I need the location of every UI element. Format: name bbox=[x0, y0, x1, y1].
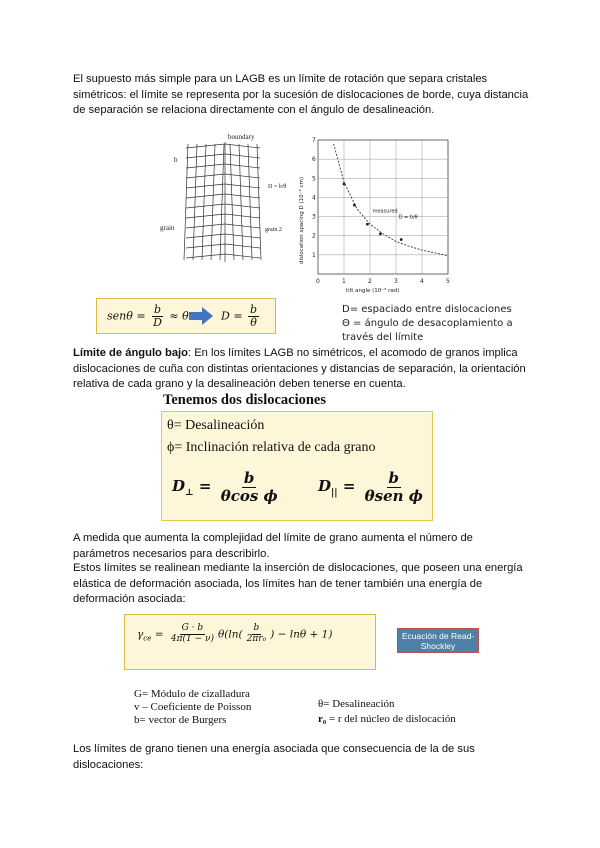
lattice-line bbox=[186, 174, 225, 178]
chart-frame bbox=[318, 140, 448, 274]
lattice-line bbox=[220, 144, 224, 260]
definitions-left bbox=[134, 688, 251, 727]
chart-y-tick: 4 bbox=[312, 194, 316, 202]
lattice-line bbox=[225, 184, 260, 188]
low-angle-paragraph bbox=[73, 346, 535, 393]
lattice-line bbox=[186, 184, 225, 188]
chart-y-tick: 1 bbox=[312, 251, 316, 259]
sin-formula-box bbox=[96, 298, 276, 334]
lattice-line bbox=[211, 144, 215, 260]
lattice-line bbox=[225, 174, 260, 178]
chart-point-measured bbox=[400, 238, 403, 241]
chart-x-tick: 4 bbox=[420, 278, 424, 285]
read-shockley-formula: $\gamma_{ce}$ = $\frac{G \cdot b}{4\pi(1 - \nu)}$ θ(ln( $\frac{b}{\text{2πr₀}}$ ) − lnθ + 1) bbox=[137, 623, 333, 644]
chart-point-measured bbox=[366, 223, 369, 226]
chart-point-measured bbox=[379, 232, 382, 235]
chart-point-measured bbox=[343, 183, 346, 186]
def-v: v – Coeficiente de Poisson bbox=[134, 701, 252, 713]
chart-legend-theory: D = b/θ bbox=[398, 214, 418, 221]
sin-formula-right: D = $\frac{b}{\theta}$ bbox=[221, 303, 258, 330]
def-theta-angle-cont: través del límite bbox=[342, 332, 424, 343]
read-shockley-button[interactable]: Ecuación de Read- Shockley bbox=[397, 628, 479, 653]
chart-legend-measured: measured bbox=[372, 208, 398, 215]
chart-svg bbox=[296, 134, 460, 300]
chart-y-tick: 5 bbox=[312, 175, 316, 183]
chart-y-tick: 3 bbox=[312, 213, 316, 221]
lattice-label-boundary: boundary bbox=[228, 133, 255, 141]
lattice-line bbox=[186, 254, 225, 258]
chart-x-tick: 5 bbox=[446, 278, 450, 285]
lattice-line bbox=[186, 244, 225, 248]
intro-paragraph: El supuesto más simple para un LAGB es un límite de rotación que separa cristales simétricos: el límite se representa por la sucesión de dislocaciones de borde, cuya distancia de separación se relaciona directamente con el ángulo de desalineación. bbox=[73, 73, 529, 116]
chart-x-tick: 1 bbox=[342, 278, 346, 285]
lattice-label-d: D = b/θ bbox=[268, 184, 287, 190]
lattice-line bbox=[257, 144, 261, 260]
lattice-line bbox=[225, 224, 260, 228]
chart-x-tick: 0 bbox=[316, 278, 320, 285]
phi-def: ϕ= Inclinación relativa de cada grano bbox=[167, 440, 376, 455]
lattice-line bbox=[225, 164, 260, 168]
lattice-line bbox=[225, 214, 260, 218]
low-angle-text: : En los límites LAGB no simétricos, el acomodo de granos implica dislocaciones de cuña con distintas orientaciones y distancias de separación, la orientación relativa de cada grano y la desalineación deben tenerse en cuenta. bbox=[73, 347, 526, 390]
lattice-line bbox=[225, 204, 260, 208]
d-perp-formula: $D_\perp$ = $\frac{b}{\text{θcos ϕ}}$ bbox=[172, 469, 278, 505]
lattice-line bbox=[193, 144, 197, 260]
chart-y-tick: 2 bbox=[312, 232, 316, 240]
two-dislocations-title: Tenemos dos dislocaciones bbox=[163, 392, 327, 408]
lattice-label-grain: grain bbox=[160, 224, 175, 232]
def-b: b= vector de Burgers bbox=[134, 714, 227, 726]
lattice-label-grain2: grain 2 bbox=[265, 227, 282, 233]
def-theta-angle: Θ = ángulo de desacoplamiento a bbox=[342, 318, 513, 329]
lattice-line bbox=[186, 224, 225, 228]
def-theta: θ= Desalineación bbox=[318, 698, 395, 710]
lattice-line bbox=[230, 144, 234, 260]
lattice-line bbox=[202, 144, 206, 260]
def-g: G= Módulo de cizalladura bbox=[134, 688, 250, 700]
sin-formula-left: senθ = $\frac{b}{D}$ ≈ θ bbox=[107, 303, 189, 330]
read-shockley-box bbox=[124, 614, 376, 670]
lattice-line bbox=[186, 144, 225, 148]
chart-point-measured bbox=[353, 204, 356, 207]
lattice-line bbox=[186, 194, 225, 198]
def-d-spacing: D= espaciado entre dislocaciones bbox=[342, 304, 512, 315]
lattice-label-b: b bbox=[174, 156, 178, 164]
chart-y-tick: 7 bbox=[312, 137, 316, 144]
chart-y-label: dislocation spacing D (10⁻⁴ cm) bbox=[299, 177, 305, 264]
low-angle-heading: Límite de ángulo bajo bbox=[73, 347, 188, 359]
lattice-line bbox=[239, 144, 243, 260]
chart-x-tick: 2 bbox=[368, 278, 372, 285]
lattice-grid bbox=[184, 142, 261, 262]
chart-x-tick: 3 bbox=[394, 278, 398, 285]
lattice-line bbox=[184, 144, 188, 260]
d-par-formula: $D_{||}$ = $\frac{b}{\text{θsen ϕ}}$ bbox=[318, 469, 423, 505]
chart-y-tick: 6 bbox=[312, 156, 316, 164]
complexity-paragraph: A medida que aumenta la complejidad del límite de grano aumenta el número de parámetros necesarios para describirlo. bbox=[73, 532, 473, 560]
lattice-line bbox=[225, 194, 260, 198]
theta-def: θ= Desalineación bbox=[167, 418, 265, 433]
chart-x-label: tilt angle (10⁻³ rad) bbox=[346, 288, 400, 294]
two-dislocations-box bbox=[161, 411, 433, 521]
lattice-diagram bbox=[160, 130, 290, 270]
lattice-line bbox=[248, 144, 252, 260]
chart-series-theory-line bbox=[334, 144, 448, 256]
arrow-right-icon bbox=[189, 307, 213, 325]
lattice-line bbox=[186, 204, 225, 208]
energy-paragraph: Estos límites se realinean mediante la inserción de dislocaciones, que poseen una energía elástica de deformación asociada, los límites han de tener también una energía de deformación asociada: bbox=[73, 562, 523, 605]
closing-paragraph: Los límites de grano tienen una energía asociada que consecuencia de la de sus dislocaciones: bbox=[73, 743, 475, 771]
lattice-line bbox=[186, 214, 225, 218]
lattice-figure bbox=[160, 130, 290, 270]
spacing-chart bbox=[296, 134, 460, 300]
definitions-right bbox=[318, 697, 456, 727]
def-r0: r₀ = r del núcleo de dislocación bbox=[318, 713, 456, 725]
lattice-line bbox=[186, 234, 225, 238]
